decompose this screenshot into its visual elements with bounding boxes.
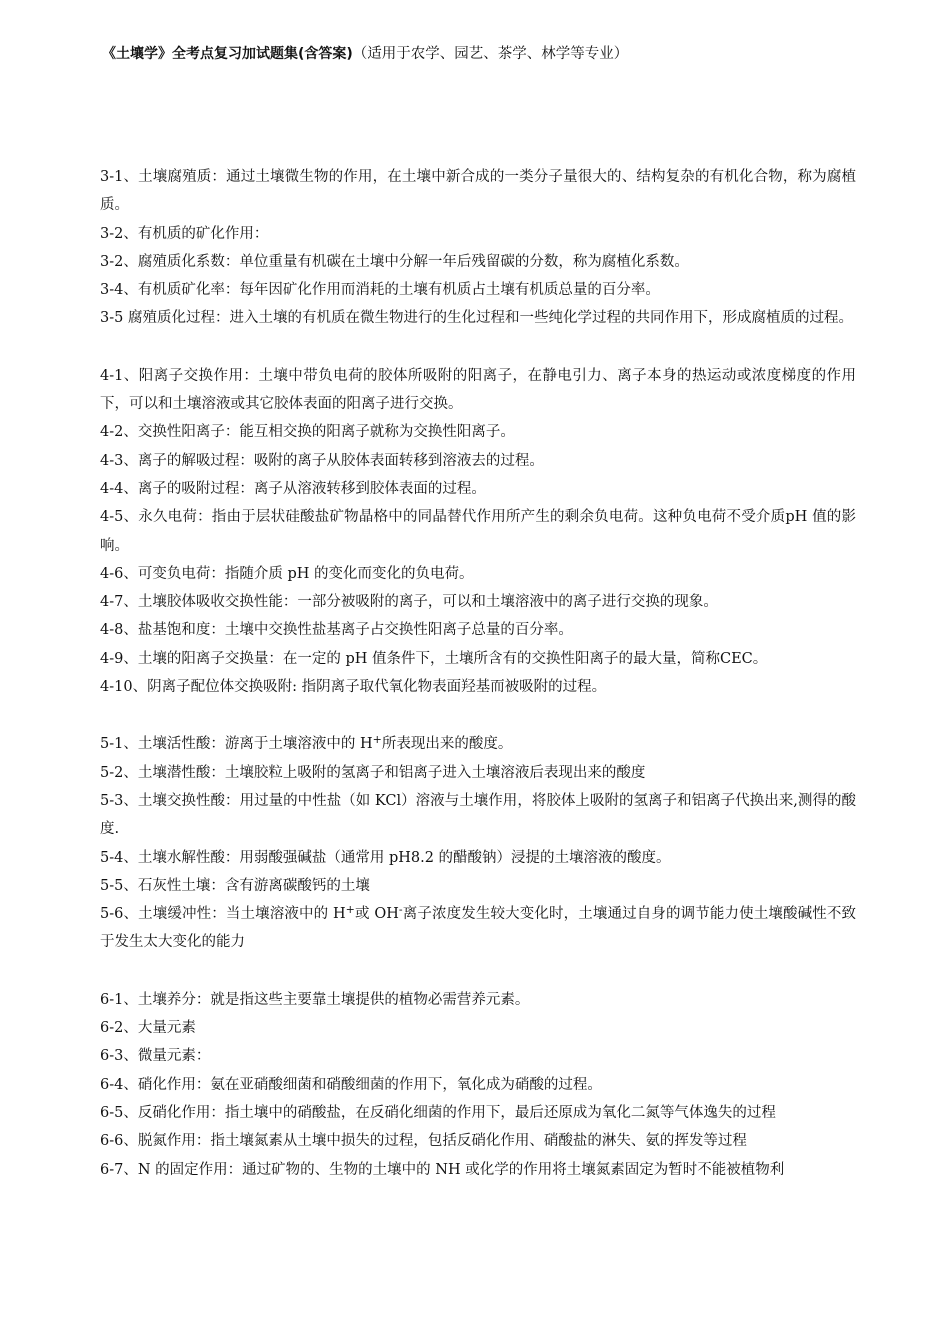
- text-run: 5-3、土壤交换性酸：用过量的中性盐（如 KCl）溶液与土壤作用，将胶体上吸附的氢离子和铝离子代换出来,测得的酸度.: [100, 792, 856, 838]
- definition-4-10: 4-10、阴离子配位体交换吸附: 指阴离子取代氧化物表面羟基而被吸附的过程。: [100, 679, 607, 696]
- definition-3-2b: 3-2、腐殖质化系数：单位重量有机碳在土壤中分解一年后残留碳的分数，称为腐植化系数。: [100, 253, 689, 270]
- section-4: [100, 362, 856, 702]
- definition-5-2: [100, 759, 856, 787]
- document-title: 《土壤学》全考点复习加试题集(含答案): [102, 46, 353, 62]
- definition-3-4: 3-4、有机质矿化率：每年因矿化作用而消耗的土壤有机质占土壤有机质总量的百分率。: [100, 282, 660, 299]
- definition-4-2: 4-2、交换性阳离子：能互相交换的阳离子就称为交换性阳离子。: [100, 424, 515, 441]
- section-5: [100, 730, 856, 956]
- definition-4-7: 4-7、土壤胶体吸收交换性能：一部分被吸附的离子，可以和土壤溶液中的离子进行交换的现象。: [100, 594, 718, 611]
- definition-4-3: 4-3、离子的解吸过程：吸附的离子从胶体表面转移到溶液去的过程。: [100, 452, 544, 469]
- definition-3-1: 3-1、土壤腐殖质：通过土壤微生物的作用，在土壤中新合成的一类分子量很大的、结构复杂的有机化合物，称为腐植质。: [100, 169, 856, 214]
- superscript-charge: +: [345, 903, 355, 917]
- definition-6-7: 6-7、N 的固定作用：通过矿物的、生物的土壤中的 NH 或化学的作用将土壤氮素固定为暂时不能被植物利: [100, 1161, 785, 1178]
- text-run: 所表现出来的酸度。: [381, 736, 513, 753]
- definition-5-5: [100, 872, 856, 900]
- superscript-charge: -: [398, 903, 403, 917]
- section-6: [100, 986, 856, 1184]
- text-run: 或 OH: [354, 906, 399, 923]
- definition-5-1: [100, 730, 856, 758]
- document-subtitle: （适用于农学、园艺、茶学、林学等专业）: [352, 46, 629, 62]
- definition-4-6: 4-6、可变负电荷：指随介质 pH 的变化而变化的负电荷。: [100, 565, 474, 582]
- text-run: 5-4、土壤水解性酸：用弱酸强碱盐（通常用 pH8.2 的醋酸钠）浸提的土壤溶液的酸度。: [100, 849, 671, 866]
- superscript-charge: +: [372, 733, 382, 747]
- definition-6-6: 6-6、脱氮作用：指土壤氮素从土壤中损失的过程，包括反硝化作用、硝酸盐的淋失、氨的挥发等过程: [100, 1133, 747, 1150]
- definition-6-1: 6-1、土壤养分：就是指这些主要靠土壤提供的植物必需营养元素。: [100, 991, 530, 1008]
- definition-4-8: 4-8、盐基饱和度：土壤中交换性盐基离子占交换性阳离子总量的百分率。: [100, 622, 573, 639]
- definition-6-4: 6-4、硝化作用：氨在亚硝酸细菌和硝酸细菌的作用下，氧化成为硝酸的过程。: [100, 1076, 602, 1093]
- definition-4-9: 4-9、土壤的阳离子交换量：在一定的 pH 值条件下，土壤所含有的交换性阳离子的最大量，简称CEC。: [100, 650, 768, 667]
- definition-3-5: 3-5 腐殖质化过程：进入土壤的有机质在微生物进行的生化过程和一些纯化学过程的共同作用下，形成腐植质的过程。: [100, 310, 853, 327]
- definition-6-3: 6-3、微量元素：: [100, 1048, 211, 1065]
- page-header: [102, 44, 922, 64]
- definition-4-1: 4-1、阳离子交换作用：土壤中带负电荷的胶体所吸附的阳离子，在静电引力、离子本身的热运动或浓度梯度的作用下，可以和土壤溶液或其它胶体表面的阳离子进行交换。: [100, 367, 856, 413]
- text-run: 5-6、土壤缓冲性：当土壤溶液中的 H: [100, 906, 346, 923]
- definition-4-5: 4-5、永久电荷：指由于层状硅酸盐矿物晶格中的同晶替代作用所产生的剩余负电荷。这种负电荷不受介质pH 值的影响。: [100, 509, 856, 554]
- document-body: [100, 163, 856, 1184]
- text-run: 离子浓度发生较大变化时，土壤通过自身的调节能力使土壤酸碱性不致于发生太大变化的能力: [100, 906, 856, 951]
- definition-3-2a: 3-2、有机质的矿化作用：: [100, 225, 269, 242]
- definition-5-3: [100, 787, 856, 844]
- definition-6-5: 6-5、反硝化作用：指土壤中的硝酸盐，在反硝化细菌的作用下，最后还原成为氧化二氮等气体逸失的过程: [100, 1104, 776, 1121]
- text-run: 5-2、土壤潜性酸：土壤胶粒上吸附的氢离子和铝离子进入土壤溶液后表现出来的酸度: [100, 764, 646, 781]
- text-run: 5-5、石灰性土壤：含有游离碳酸钙的土壤: [100, 877, 370, 894]
- text-run: 5-1、土壤活性酸：游离于土壤溶液中的 H: [100, 736, 373, 753]
- definition-4-4: 4-4、离子的吸附过程：离子从溶液转移到胶体表面的过程。: [100, 480, 486, 497]
- definition-5-4: [100, 844, 856, 872]
- definition-6-2: 6-2、大量元素: [100, 1020, 196, 1037]
- section-3: [100, 163, 856, 333]
- definition-5-6: [100, 900, 856, 957]
